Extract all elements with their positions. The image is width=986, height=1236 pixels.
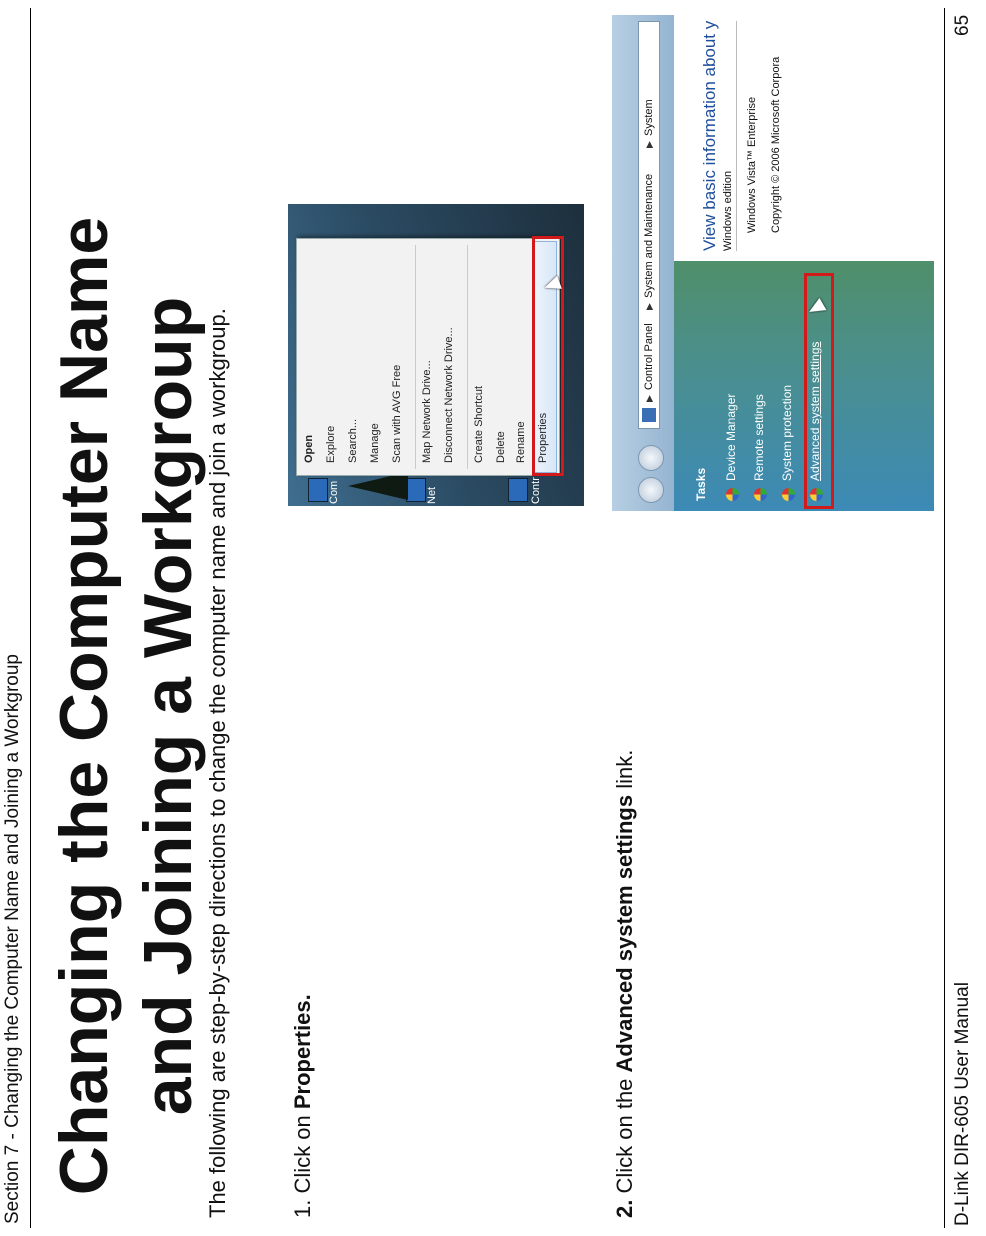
- desktop-label-network: Net: [426, 486, 438, 504]
- shield-icon: [754, 488, 767, 501]
- step-2-number: 2.: [612, 1199, 637, 1218]
- shield-icon: [782, 488, 795, 501]
- context-menu: [296, 238, 560, 476]
- footer-rule: [944, 8, 945, 1228]
- menu-item-properties[interactable]: Properties: [537, 412, 549, 463]
- step-2-bold: Advanced system settings: [612, 794, 637, 1073]
- step-1-prefix: 1. Click on: [290, 1109, 315, 1218]
- task-advanced-system-settings[interactable]: Advanced system settings: [808, 341, 822, 481]
- screenshot-context-menu: [288, 204, 584, 506]
- control-panel-icon: [508, 478, 528, 502]
- address-bar: [612, 15, 674, 511]
- menu-item-open[interactable]: Open: [303, 434, 315, 463]
- desktop-label-computer: Com: [328, 480, 340, 504]
- menu-separator: [467, 245, 468, 469]
- edition-value: Windows Vista™ Enterprise: [746, 96, 758, 233]
- task-system-protection[interactable]: System protection: [780, 384, 794, 481]
- system-info-pane: [674, 15, 934, 261]
- step-1-bold: Properties.: [290, 994, 315, 1110]
- section-header: Section 7 - Changing the Computer Name and Joining a Workgroup: [2, 654, 23, 1224]
- edition-heading: Windows edition: [722, 170, 734, 251]
- step-1: [290, 994, 316, 1218]
- task-device-manager[interactable]: Device Manager: [724, 393, 738, 481]
- menu-item-explore[interactable]: Explore: [325, 425, 337, 463]
- menu-separator: [415, 245, 416, 469]
- forward-arrow-icon[interactable]: [638, 445, 664, 471]
- copyright-text: Copyright © 2006 Microsoft Corpora: [770, 56, 782, 233]
- tasks-heading: Tasks: [694, 467, 708, 501]
- breadcrumb-control-panel[interactable]: Control Panel: [643, 323, 655, 390]
- page-title: Changing the Computer Name and Joining a Workgroup: [46, 216, 206, 1196]
- step-2: [612, 750, 638, 1218]
- page-number: 65: [952, 14, 973, 36]
- intro-text: The following are step-by-step directions to change the computer name and join a workgroup.: [205, 308, 230, 1218]
- breadcrumb-system[interactable]: System: [643, 99, 655, 136]
- menu-item-manage[interactable]: Manage: [369, 423, 381, 463]
- chevron-right-icon: ▶: [644, 395, 654, 402]
- back-arrow-icon[interactable]: [638, 477, 664, 503]
- network-icon: [406, 478, 426, 502]
- shield-icon: [726, 488, 739, 501]
- computer-icon: [308, 478, 328, 502]
- header-rule: [30, 8, 31, 1228]
- info-title: View basic information about y: [700, 20, 719, 251]
- step-2-suffix: link.: [612, 749, 637, 795]
- menu-item-map-drive[interactable]: Map Network Drive...: [421, 360, 433, 463]
- menu-item-rename[interactable]: Rename: [515, 421, 527, 463]
- desktop-label-control: Contr: [530, 477, 542, 504]
- chevron-right-icon: ▶: [644, 141, 654, 148]
- screenshot-system-window: [612, 15, 934, 511]
- breadcrumb-system-maintenance[interactable]: System and Maintenance: [643, 173, 655, 298]
- menu-item-create-shortcut[interactable]: Create Shortcut: [473, 385, 485, 463]
- control-panel-icon: [642, 408, 656, 422]
- footer-manual-name: D-Link DIR-605 User Manual: [952, 982, 973, 1226]
- divider: [736, 21, 737, 251]
- address-field[interactable]: [638, 21, 660, 429]
- task-remote-settings[interactable]: Remote settings: [752, 394, 766, 481]
- tree-silhouette: [348, 472, 408, 500]
- menu-item-delete[interactable]: Delete: [495, 431, 507, 463]
- highlight-box: [532, 236, 564, 476]
- step-2-prefix: Click on the: [612, 1072, 637, 1200]
- chevron-right-icon: ▶: [644, 303, 654, 310]
- menu-item-disconnect-drive[interactable]: Disconnect Network Drive...: [443, 327, 455, 463]
- menu-item-search[interactable]: Search...: [347, 418, 359, 463]
- menu-item-scan-avg[interactable]: Scan with AVG Free: [391, 364, 403, 463]
